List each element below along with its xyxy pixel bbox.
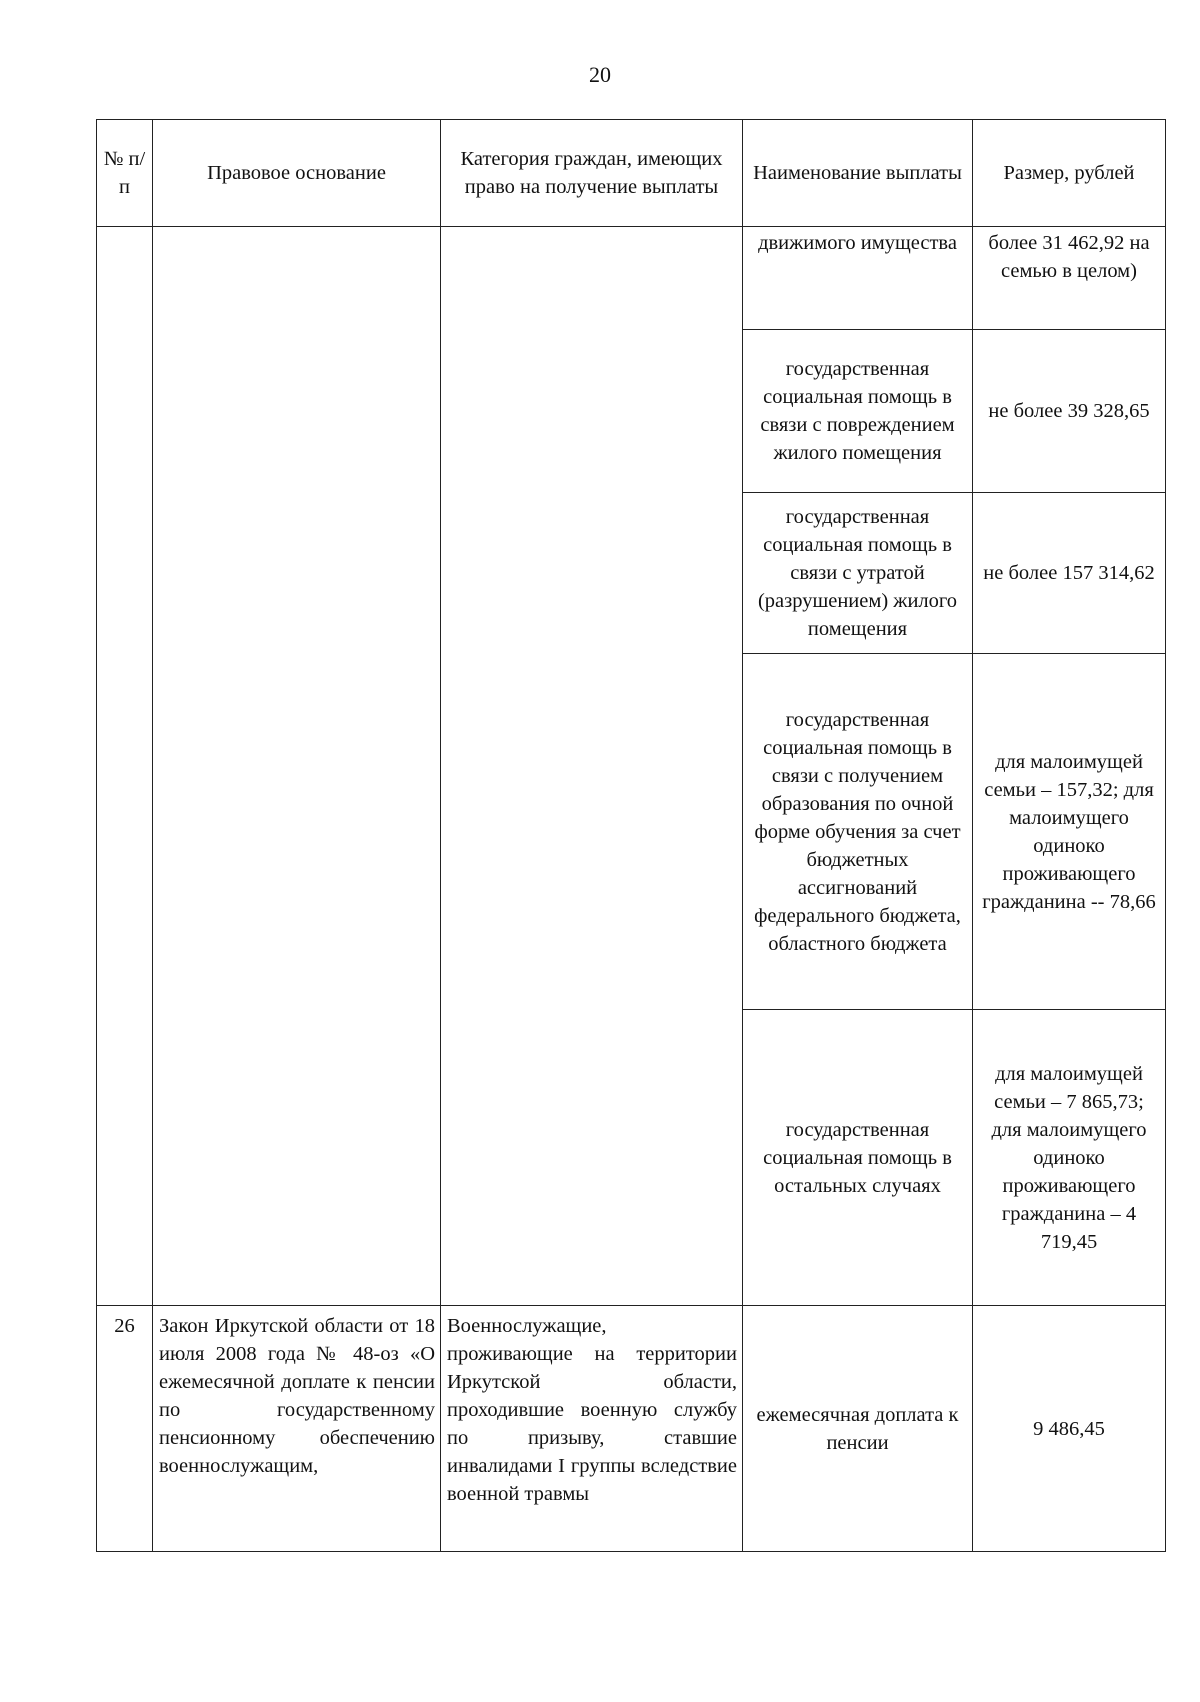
table-row: [97, 227, 1166, 330]
amount-cell: не более 157 314,62: [973, 493, 1166, 654]
merged-num-cell: [97, 227, 153, 1306]
amount-cell: для малоимущей семьи – 7 865,73; для малоимущего одиноко проживающего гражданина – 4 719,45: [973, 1010, 1166, 1306]
row-number-cell: 26: [97, 1306, 153, 1552]
payments-table: [96, 119, 1166, 1552]
table-row-26: [97, 1306, 1166, 1552]
header-amount: Размер, рублей: [973, 120, 1166, 227]
header-category: Категория граждан, имеющих право на получение выплаты: [441, 120, 743, 227]
citizen-category-cell: Военнослужащие, проживающие на территории Иркутской области, проходившие военную службу по призыву, ставшие инвалидами I группы вследствие военной травмы: [441, 1306, 743, 1552]
header-basis: Правовое основание: [153, 120, 441, 227]
payment-cell: государственная социальная помощь в связи с повреждением жилого помещения: [743, 330, 973, 493]
payment-cell: государственная социальная помощь в связи с утратой (разрушением) жилого помещения: [743, 493, 973, 654]
payment-cell: государственная социальная помощь в связи с получением образования по очной форме обучения за счет бюджетных ассигнований федерального бюджета, областного бюджета: [743, 654, 973, 1010]
merged-basis-cell: [153, 227, 441, 1306]
amount-cell: 9 486,45: [973, 1306, 1166, 1552]
amount-cell: более 31 462,92 на семью в целом): [973, 227, 1166, 330]
table-header-row: [97, 120, 1166, 227]
amount-cell: для малоимущей семьи – 157,32; для малоимущего одиноко проживающего гражданина -- 78,66: [973, 654, 1166, 1010]
header-payment: Наименование выплаты: [743, 120, 973, 227]
payment-cell: государственная социальная помощь в остальных случаях: [743, 1010, 973, 1306]
payment-cell: движимого имущества: [743, 227, 973, 330]
merged-category-cell: [441, 227, 743, 1306]
amount-cell: не более 39 328,65: [973, 330, 1166, 493]
legal-basis-cell: Закон Иркутской области от 18 июля 2008 года № 48-оз «О ежемесячной доплате к пенсии по государственному пенсионному обеспечению военнослужащим,: [153, 1306, 441, 1552]
payment-cell: ежемесячная доплата к пенсии: [743, 1306, 973, 1552]
header-num: № п/п: [97, 120, 153, 227]
page-number: 20: [589, 62, 611, 87]
